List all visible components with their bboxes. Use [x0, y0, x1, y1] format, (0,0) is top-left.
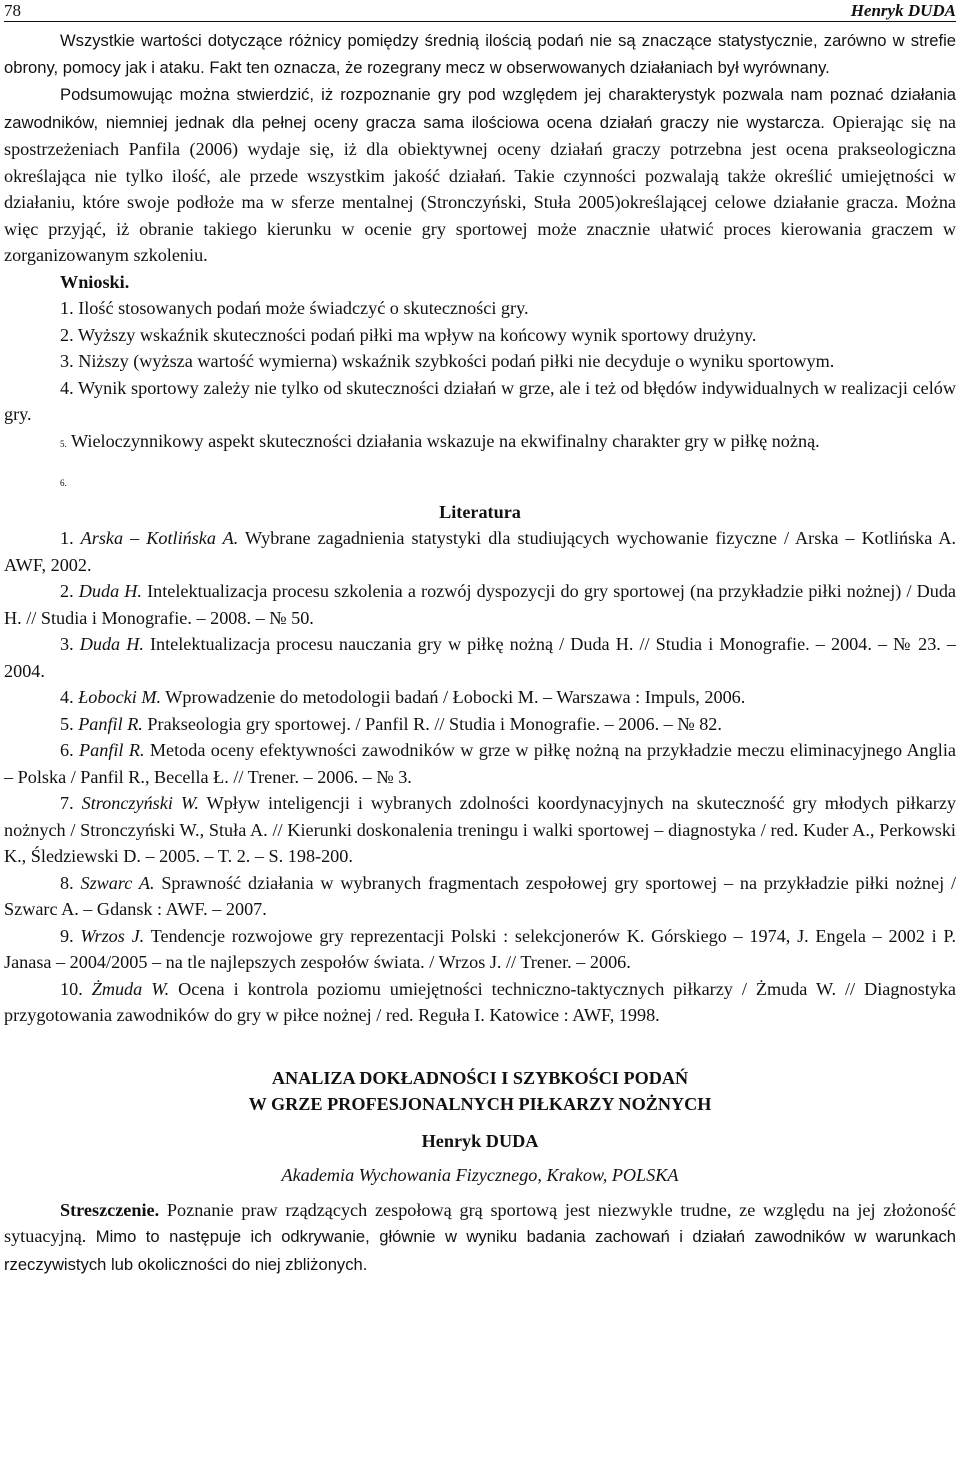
literature-item	[4, 737, 956, 790]
conclusion-number: 3.	[60, 351, 74, 371]
abstract-paragraph	[4, 1197, 956, 1279]
literature-item	[4, 684, 956, 711]
reference-author: Duda H.	[79, 634, 144, 654]
literature-item	[4, 870, 956, 923]
running-header	[4, 0, 956, 22]
literature-item	[4, 578, 956, 631]
literature-heading: Literatura	[439, 501, 521, 522]
literature-item	[4, 631, 956, 684]
conclusion-text: Wynik sportowy zależy nie tylko od skuteczności działań w grze, ale i też od błędów indywidualnych w realizacji celów gry.	[4, 377, 957, 424]
reference-text: Intelektualizacja procesu szkolenia a rozwój dyspozycji do gry sportowej (na przykładzie piłki nożnej) / Duda H. // Studia i Monografie. – 2008. – № 50.	[4, 581, 957, 628]
reference-number: 2.	[60, 581, 74, 601]
literature-item	[4, 923, 956, 976]
abstract-serif-part: Poznanie praw rządzących zespołową grą sportową jest niezwykle trudne, ze względu na jej złożoność sytuacyjną.	[4, 1199, 956, 1246]
paragraph-2-sans-part: Podsumowując można stwierdzić, iż rozpoznanie gry pod względem jej charakterystyk pozwala nam poznać działania zawodników, niemniej jednak dla pełnej oceny gracza sama ilościowa ocena działań graczy nie wystarcza.	[4, 85, 956, 132]
reference-number: 5.	[60, 713, 74, 734]
reference-text: Metoda oceny efektywności zawodników w grze w piłkę nożną na przykładzie meczu eliminacyjnego Anglia – Polska / Panfil R., Becella Ł. // Trener. – 2006. – № 3.	[4, 740, 956, 787]
conclusion-number: 4.	[60, 377, 74, 398]
conclusion-text: Wieloczynnikowy aspekt skuteczności działania wskazuje na ekwifinalny charakter gry w piłkę nożną.	[70, 430, 820, 451]
article-title	[4, 1065, 956, 1155]
reference-author: Arska – Kotlińska A.	[80, 528, 239, 548]
conclusion-item	[4, 348, 956, 375]
conclusions-heading: Wnioski.	[60, 271, 130, 292]
abstract-sans-part: Mimo to następuje ich odkrywanie, głównie w wyniku badania zachowań i działań zawodników w warunkach rzeczywistych lub okoliczności do niej zbliżonych.	[4, 1227, 956, 1274]
conclusion-item	[4, 295, 956, 322]
conclusions-list	[4, 295, 956, 497]
reference-text: Ocena i kontrola poziomu umiejętności techniczno-taktycznych piłkarzy / Żmuda W. // Diagnostyka przygotowania zawodników do gry w piłce nożnej / red. Reguła I. Katowice : AWF, 1998.	[4, 978, 957, 1025]
reference-text: Wpływ inteligencji i wybranych zdolności koordynacyjnych na skuteczność gry młodych piłkarzy nożnych / Stronczyński W., Stuła A. // Kierunki doskonalenia treningu i walki sportowej – diagnostyka / red. Kuder A., Perkowski K., Śledziewski D. – 2005. – T. 2. – S. 198-200.	[4, 793, 956, 866]
reference-text: Intelektualizacja procesu nauczania gry w piłkę nożną / Duda H. // Studia i Monografie. – 2004. – № 23. – 2004.	[4, 634, 956, 681]
literature-list	[4, 525, 956, 1029]
conclusion-item-empty	[4, 467, 956, 497]
conclusion-item	[4, 375, 956, 428]
reference-text: Tendencje rozwojowe gry reprezentacji Polski : selekcjonerów K. Górskiego – 1974, J. Engela – 2002 i P. Janasa – 2004/2005 – na tle najlepszych zespołów świata. / Wrzos J. // Trener. – 2006.	[4, 925, 956, 972]
article-title-line-1: ANALIZA DOKŁADNOŚCI I SZYBKOŚCI PODAŃ	[271, 1067, 689, 1088]
literature-item	[4, 790, 956, 870]
conclusion-text: Ilość stosowanych podań może świadczyć o skuteczności gry.	[78, 298, 529, 318]
conclusion-number: 2.	[60, 324, 74, 345]
paragraph-1: Wszystkie wartości dotyczące różnicy pomiędzy średnią ilością podań nie są znaczące statystycznie, zarówno w strefie obrony, pomocy jak i ataku. Fakt ten oznacza, że rozegrany mecz w obserwowanych działaniach był wyrównany.	[4, 31, 956, 77]
paragraph-2	[4, 81, 956, 269]
reference-text: Prakseologia gry sportowej. / Panfil R. // Studia i Monografie. – 2006. – № 82.	[142, 713, 722, 734]
abstract-label: Streszczenie.	[60, 1199, 160, 1220]
conclusion-number: 5.	[60, 438, 67, 449]
running-author: Henryk DUDA	[850, 1, 956, 20]
conclusion-text: Niższy (wyższa wartość wymierna) wskaźnik szybkości podań piłki nie decyduje o wyniku sportowym.	[78, 351, 835, 371]
article-title-line-2: W GRZE PROFESJONALNYCH PIŁKARZY NOŻNYCH	[248, 1094, 712, 1114]
reference-number: 7.	[60, 793, 74, 813]
literature-item	[4, 525, 956, 578]
reference-author: Wrzos J.	[80, 925, 145, 946]
reference-number: 9.	[60, 925, 74, 946]
conclusion-number: 1.	[60, 298, 74, 318]
reference-author: Duda H.	[78, 581, 142, 601]
conclusion-number: 6.	[60, 478, 67, 488]
reference-number: 4.	[60, 687, 74, 707]
reference-number: 3.	[60, 634, 74, 654]
reference-author: Żmuda W.	[91, 978, 170, 999]
conclusion-text: Wyższy wskaźnik skuteczności podań piłki ma wpływ na końcowy wynik sportowy drużyny.	[77, 324, 757, 345]
article-author: Henryk DUDA	[421, 1130, 539, 1151]
reference-text: Wprowadzenie do metodologii badań / Łobocki M. – Warszawa : Impuls, 2006.	[161, 687, 746, 707]
reference-number: 6.	[60, 740, 74, 760]
reference-author: Panfil R.	[78, 713, 143, 734]
literature-item	[4, 711, 956, 738]
reference-number: 1.	[60, 528, 74, 548]
paragraph-2-serif-part: Opierając się na spostrzeżeniach Panfila (2006) wydaje się, iż dla obiektywnej oceny działań graczy potrzebna jest ocena prakseologiczna określająca nie tylko ilość, ale przede wszystkim jakość działań. Takie czynności pozwalają także określić umiejętności w działaniu, które swoje podłoże ma w sferze mentalnej (Stronczyński, Stuła 2005)określającej celowe działanie gracza. Można więc przyjąć, iż obranie takiego kierunku w ocenie gry sportowej może znacznie ułatwić proces kierowania graczem w zorganizowanym szkoleniu.	[4, 111, 956, 265]
conclusion-item	[4, 322, 956, 349]
reference-author: Panfil R.	[79, 740, 145, 760]
reference-number: 10.	[60, 978, 83, 999]
article-affiliation: Akademia Wychowania Fizycznego, Krakow, POLSKA	[281, 1165, 679, 1185]
reference-text: Sprawność działania w wybranych fragmentach zespołowej gry sportowej – na przykładzie piłki nożnej / Szwarc A. – Gdansk : AWF. – 2007.	[4, 872, 957, 919]
reference-author: Szwarc A.	[80, 872, 155, 893]
reference-author: Stronczyński W.	[81, 793, 199, 813]
conclusion-item	[4, 428, 956, 458]
reference-number: 8.	[60, 872, 74, 893]
page-number: 78	[4, 1, 21, 20]
literature-item	[4, 976, 956, 1029]
reference-author: Łobocki M.	[78, 687, 162, 707]
reference-text: Wybrane zagadnienia statystyki dla studiujących wychowanie fizyczne / Arska – Kotlińska A. AWF, 2002.	[4, 528, 957, 575]
